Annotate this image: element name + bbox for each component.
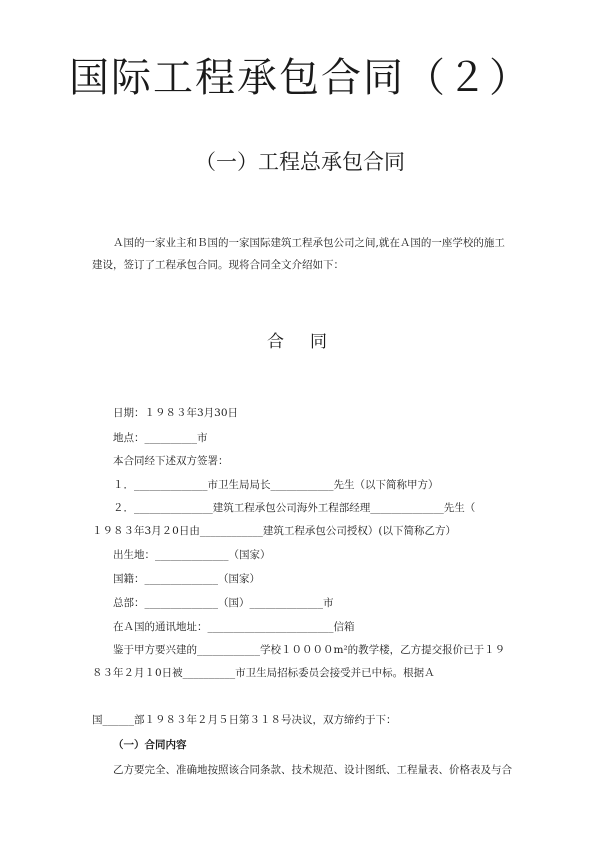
contract-heading: 合同 xyxy=(267,332,353,352)
document-title: 国际工程承包合同（２） xyxy=(69,55,531,101)
headquarters-line: 总部：______________（国）______________市 xyxy=(113,597,334,609)
contract-date: 日期：１９８３年3月30日 xyxy=(113,407,239,419)
section-heading-contract-content: （一）合同内容 xyxy=(113,739,187,751)
party-a-line: １．______________市卫生局局长____________先生（以下简称甲方） xyxy=(113,479,439,491)
intro-paragraph-line-1: Ａ国的一家业主和Ｂ国的一家国际建筑工程承包公司之间,就在Ａ国的一座学校的施工 xyxy=(113,237,505,249)
birthplace-line: 出生地：______________（国家） xyxy=(113,549,271,561)
mailing-address-line: 在Ａ国的通讯地址：________________________信箱 xyxy=(113,621,355,633)
signing-statement: 本合同经下述双方签署： xyxy=(113,455,229,467)
section-subtitle: （一）工程总承包合同 xyxy=(195,150,405,174)
contract-place: 地点：__________市 xyxy=(113,432,208,444)
party-b-line: ２．_______________建筑工程承包公司海外工程部经理______________先生（ xyxy=(113,502,476,514)
recital-line-3: 国______部１９８３年２月５日第３１８号决议，双方缔约于下： xyxy=(92,714,397,726)
nationality-line: 国籍：______________（国家） xyxy=(113,573,260,585)
intro-paragraph-line-2: 建设，签订了工程承包合同。现将合同全文介绍如下： xyxy=(92,259,344,271)
party-b-authorization: １９８３年3月２0日由____________建筑工程承包公司授权）(以下简称乙方） xyxy=(92,525,456,537)
recital-line-1: 鉴于甲方要兴建的____________学校１００００m²的教学楼，乙方提交报价已于１９ xyxy=(113,644,506,656)
content-paragraph-line-1: 乙方要完全、准确地按照该合同条款、技术规范、设计图纸、工程量表、价格表及与合 xyxy=(113,764,512,776)
recital-line-2: ８３年２月１0日被__________市卫生局招标委员会接受并已中标。根据Ａ xyxy=(92,667,435,679)
